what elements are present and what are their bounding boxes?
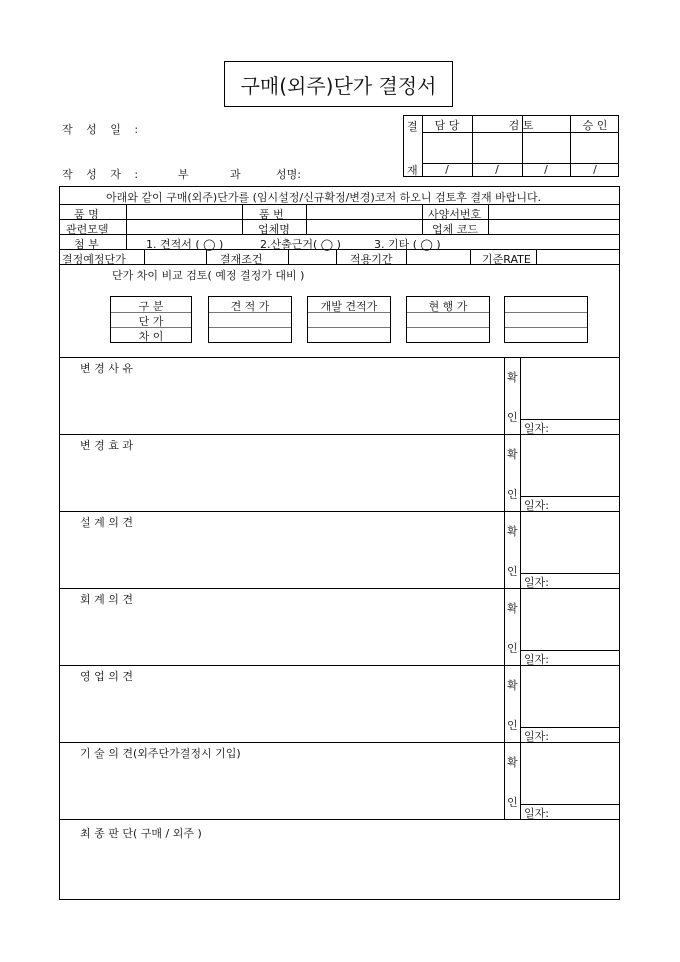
compare-row-diff: 차 이	[138, 330, 164, 343]
confirm-bottom: 인	[507, 488, 518, 501]
confirm-top: 확	[507, 602, 518, 615]
apply-period-label: 적용기간	[350, 253, 393, 266]
compare-col-dev-label: 개발 견적가	[320, 300, 378, 313]
attach-estimate: 1. 견적서 ( ◯ )	[146, 238, 224, 251]
compare-col-current-label: 현 행 가	[428, 300, 468, 313]
section-label: 회 계 의 견	[80, 593, 133, 606]
attach-basis: 2.산출근거( ◯ )	[260, 238, 341, 251]
notice-text: 아래와 같이 구매(외주)단가를 (임시설정/신규확정/변경)코저 하오니 검토후 결재 바랍니다.	[106, 191, 542, 204]
section-label: 설 계 의 견	[80, 516, 133, 529]
confirm-top: 확	[507, 679, 518, 692]
approval-col-approve: 승 인	[582, 119, 608, 132]
confirm-date: 일자:	[524, 807, 549, 820]
dept-label: 부	[178, 168, 189, 181]
section-label: 기 술 의 견(외주단가결정시 기입)	[80, 747, 241, 760]
confirm-bottom: 인	[507, 565, 518, 578]
spec-no-label: 사양서번호	[428, 208, 482, 221]
compare-col-estimate-label: 견 적 가	[230, 300, 270, 313]
confirm-bottom: 인	[507, 411, 518, 424]
confirm-top: 확	[507, 371, 518, 384]
approval-slash: /	[495, 163, 499, 176]
model-label: 관련모델	[66, 223, 109, 236]
approval-box	[403, 115, 619, 177]
date-label: 작 성 일 :	[62, 123, 144, 136]
confirm-bottom: 인	[507, 796, 518, 809]
vendor-code-label: 업체 코드	[432, 223, 479, 236]
approval-bottom-label: 재	[407, 164, 418, 177]
confirm-top: 확	[507, 756, 518, 769]
approval-slash: /	[544, 163, 548, 176]
section-label: 영 업 의 견	[80, 670, 133, 683]
confirm-date: 일자:	[524, 422, 549, 435]
main-form	[59, 186, 620, 900]
approval-col-staff: 담 당	[434, 119, 460, 132]
approval-col-review: 검 토	[508, 119, 534, 132]
confirm-date: 일자:	[524, 499, 549, 512]
item-no-label: 품 번	[259, 208, 284, 221]
confirm-bottom: 인	[507, 719, 518, 732]
document-title: 구매(외주)단가 결정서	[224, 61, 453, 107]
vendor-name-label: 업체명	[258, 223, 290, 236]
compare-row-price: 단 가	[138, 315, 164, 328]
confirm-date: 일자:	[524, 576, 549, 589]
attach-other: 3. 기타 ( ◯ )	[374, 238, 441, 251]
attach-label: 첨 부	[74, 238, 99, 251]
approval-slash: /	[593, 163, 597, 176]
compare-row-category: 구 분	[138, 300, 164, 313]
pay-terms-label: 결재조건	[220, 253, 263, 266]
approval-slash: /	[445, 163, 449, 176]
confirm-date: 일자:	[524, 730, 549, 743]
confirm-date: 일자:	[524, 653, 549, 666]
section-label: 과	[230, 168, 241, 181]
compare-col-estimate	[208, 296, 292, 343]
section-label: 변 경 효 과	[80, 439, 133, 452]
compare-col-current	[406, 296, 490, 343]
compare-col-extra	[504, 296, 588, 343]
author-label: 작 성 자 :	[62, 168, 144, 181]
compare-row-labels	[110, 296, 192, 343]
name-label: 성명:	[276, 168, 301, 181]
section-label: 변 경 사 유	[80, 362, 133, 375]
approval-top-label: 결	[407, 120, 418, 133]
final-judgement-label: 최 종 판 단( 구매 / 외주 )	[80, 827, 202, 840]
confirm-top: 확	[507, 448, 518, 461]
compare-col-dev	[307, 296, 391, 343]
compare-title: 단가 차이 비교 검토( 예정 결정가 대비 )	[112, 269, 305, 282]
planned-price-label: 결정예정단가	[62, 253, 126, 266]
confirm-bottom: 인	[507, 642, 518, 655]
base-rate-label: 기준RATE	[482, 253, 531, 266]
item-name-label: 품 명	[74, 208, 99, 221]
confirm-top: 확	[507, 525, 518, 538]
